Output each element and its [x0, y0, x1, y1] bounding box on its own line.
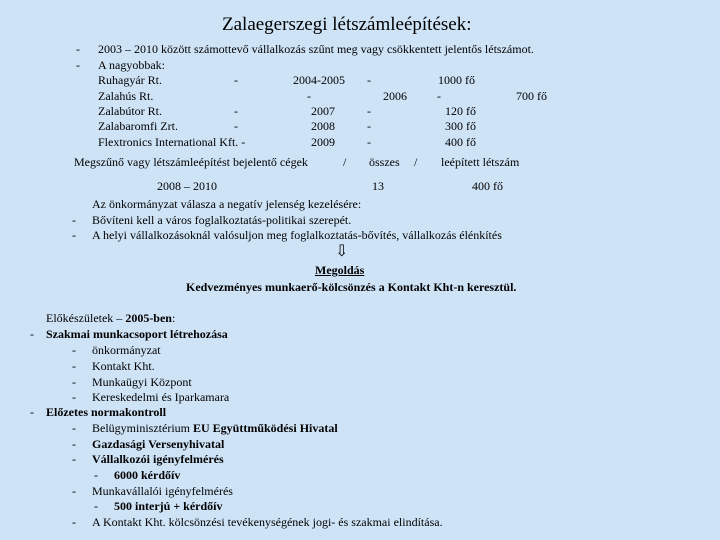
normcontrol-item: Vállalkozói igényfelmérés: [92, 452, 224, 466]
company-count: 300 fő: [445, 119, 476, 133]
workgroup-title: Szakmai munkacsoport létrehozása: [46, 327, 228, 341]
arrow-down-icon: ⇩: [335, 243, 349, 260]
company-name: Zalabútor Rt.: [98, 104, 162, 118]
normcontrol-title: Előzetes normakontroll: [46, 405, 167, 419]
company-dash: -: [367, 119, 371, 133]
bullet-dash: -: [72, 359, 76, 373]
normcontrol-item: Gazdasági Versenyhivatal: [92, 437, 225, 451]
summary-period: 2008 – 2010: [157, 179, 217, 193]
company-period: 2004-2005: [293, 73, 345, 87]
company-dash: -: [367, 104, 371, 118]
summary-companies: 13: [372, 179, 384, 193]
company-period: 2009: [311, 135, 335, 149]
company-name: Zalabaromfi Zrt.: [98, 119, 178, 133]
bullet-dash: -: [76, 42, 80, 56]
bullet-dash: -: [72, 375, 76, 389]
company-count: 700 fő: [516, 89, 547, 103]
bullet-dash: -: [72, 437, 76, 451]
bullet-dash: -: [94, 499, 98, 513]
workgroup-member: Kontakt Kht.: [92, 359, 155, 373]
prep-label: Előkészületek – 2005-ben:: [46, 311, 176, 325]
normcontrol-item: Munkavállalói igényfelmérés: [92, 484, 233, 498]
workgroup-member: önkormányzat: [92, 343, 161, 357]
company-dash: -: [234, 104, 238, 118]
bullet-dash: -: [30, 405, 34, 419]
bullet-dash: -: [72, 421, 76, 435]
summary-separator: /: [414, 155, 418, 169]
summary-header-total: összes: [369, 155, 400, 169]
intro-line-2: A nagyobbak:: [98, 58, 165, 72]
company-dash: -: [234, 119, 238, 133]
company-dash: -: [367, 135, 371, 149]
bullet-dash: -: [72, 390, 76, 404]
solution-subtitle: Kedvezményes munkaerő-kölcsönzés a Kontakt Kht-n keresztül.: [186, 280, 517, 294]
company-period: 2006: [383, 89, 407, 103]
company-count: 1000 fő: [438, 73, 475, 87]
workgroup-member: Kereskedelmi és Iparkamara: [92, 390, 230, 404]
summary-header-companies: Megszűnő vagy létszámleépítést bejelentő cégek: [74, 155, 308, 169]
company-name: Ruhagyár Rt.: [98, 73, 162, 87]
company-period: 2008: [311, 119, 335, 133]
bullet-dash: -: [76, 58, 80, 72]
normcontrol-subitem: 6000 kérdőív: [114, 468, 181, 482]
response-intro: Az önkormányzat válasza a negatív jelenség kezelésére:: [92, 197, 362, 211]
company-count: 120 fő: [445, 104, 476, 118]
bullet-dash: -: [72, 343, 76, 357]
summary-separator: /: [343, 155, 347, 169]
response-item: A helyi vállalkozásoknál valósuljon meg foglalkoztatás-bővítés, vállalkozás élénkítés: [92, 228, 502, 242]
bullet-dash: -: [72, 228, 76, 242]
company-dash: -: [367, 73, 371, 87]
bullet-dash: -: [72, 213, 76, 227]
solution-label: Megoldás: [315, 263, 365, 277]
summary-header-headcount: leépített létszám: [441, 155, 520, 169]
bullet-dash: -: [72, 452, 76, 466]
normcontrol-item: Belügyminisztérium EU Együttműködési Hivatal: [92, 421, 338, 435]
normcontrol-item: A Kontakt Kht. kölcsönzési tevékenységének jogi- és szakmai elindítása.: [92, 515, 443, 529]
bullet-dash: -: [72, 484, 76, 498]
workgroup-member: Munkaügyi Központ: [92, 375, 192, 389]
bullet-dash: -: [94, 468, 98, 482]
company-dash: -: [437, 89, 441, 103]
bullet-dash: -: [30, 327, 34, 341]
company-name: Zalahús Rt.: [98, 89, 154, 103]
company-period: 2007: [311, 104, 335, 118]
company-count: 400 fő: [445, 135, 476, 149]
response-item: Bővíteni kell a város foglalkoztatás-politikai szerepét.: [92, 213, 352, 227]
company-dash: -: [307, 89, 311, 103]
intro-line-1: 2003 – 2010 között számottevő vállalkozás szűnt meg vagy csökkentett jelentős létszámot.: [98, 42, 534, 56]
company-name: Flextronics International Kft. -: [98, 135, 246, 149]
bullet-dash: -: [72, 515, 76, 529]
page-title: Zalaegerszegi létszámleépítések:: [222, 14, 472, 35]
company-dash: -: [234, 73, 238, 87]
normcontrol-subitem: 500 interjú + kérdőív: [114, 499, 223, 513]
summary-headcount: 400 fő: [472, 179, 503, 193]
